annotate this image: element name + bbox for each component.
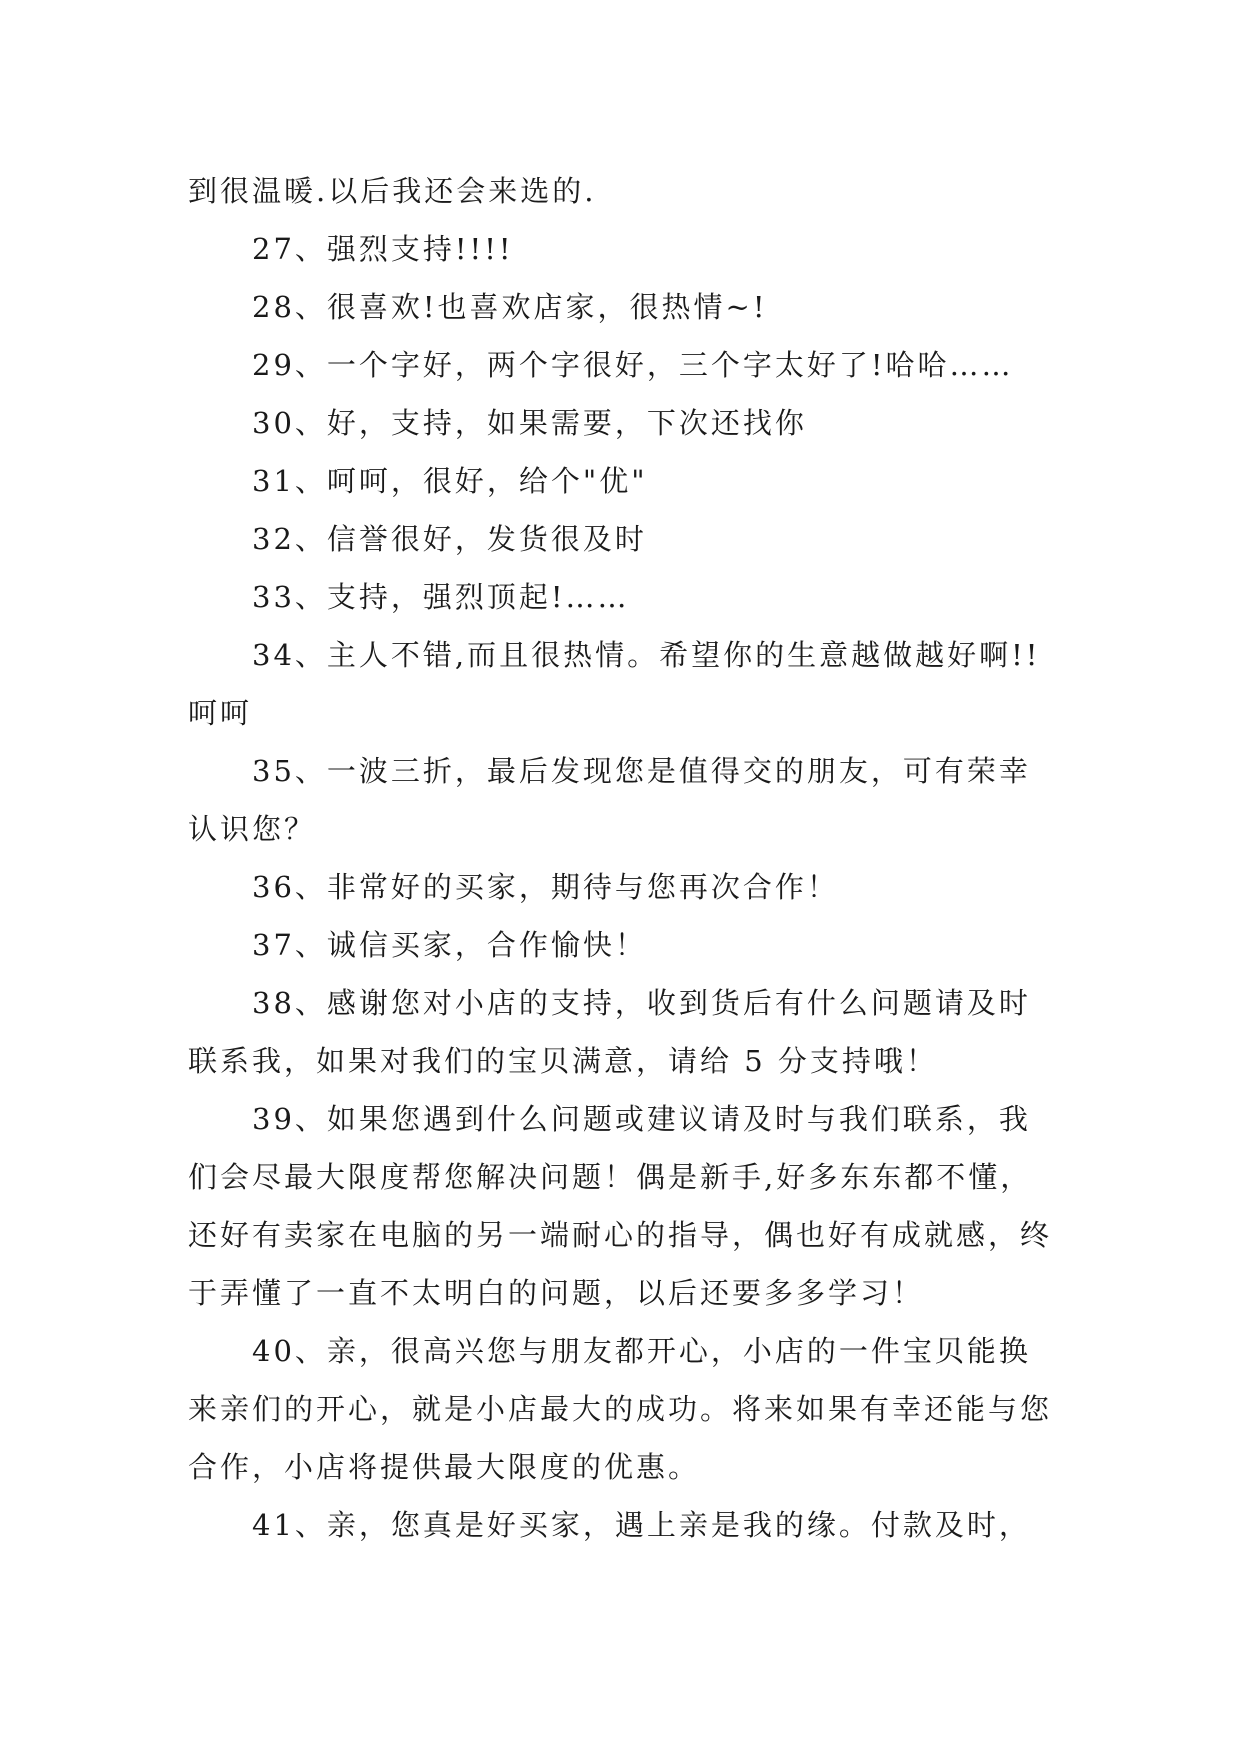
paragraph-continuation: 到很温暖.以后我还会来选的. xyxy=(188,174,597,208)
paragraph-item-38: 38、感谢您对小店的支持，收到货后有什么问题请及时联系我，如果对我们的宝贝满意，请给 5 分支持哦！ xyxy=(188,986,1031,1078)
paragraph-item-30: 30、好，支持，如果需要，下次还找你 xyxy=(252,406,807,440)
paragraph-item-41: 41、亲，您真是好买家，遇上亲是我的缘。付款及时， xyxy=(252,1508,1031,1542)
paragraph-item-29: 29、一个字好，两个字很好，三个字太好了!哈哈…… xyxy=(252,348,1014,382)
paragraph-item-35: 35、一波三折，最后发现您是值得交的朋友，可有荣幸认识您？ xyxy=(188,754,1031,846)
paragraph-item-37: 37、诚信买家，合作愉快！ xyxy=(252,928,647,962)
paragraph-item-28: 28、很喜欢!也喜欢店家，很热情~! xyxy=(252,290,768,324)
paragraph-item-34: 34、主人不错,而且很热情。希望你的生意越做越好啊!!呵呵 xyxy=(188,638,1041,730)
document-body xyxy=(188,162,1058,1554)
paragraph-item-27: 27、强烈支持!!!! xyxy=(252,232,514,266)
paragraph-item-31: 31、呵呵，很好，给个"优" xyxy=(252,464,648,498)
paragraph-item-32: 32、信誉很好，发货很及时 xyxy=(252,522,647,556)
paragraph-item-39: 39、如果您遇到什么问题或建议请及时与我们联系，我们会尽最大限度帮您解决问题！偶是新手,好多东东都不懂，还好有卖家在电脑的另一端耐心的指导，偶也好有成就感，终于弄懂了一直不太明白的问题，以后还要多多学习！ xyxy=(188,1102,1053,1310)
paragraph-item-33: 33、支持，强烈顶起!…… xyxy=(252,580,630,614)
paragraph-item-36: 36、非常好的买家，期待与您再次合作！ xyxy=(252,870,839,904)
paragraph-item-40: 40、亲，很高兴您与朋友都开心，小店的一件宝贝能换来亲们的开心，就是小店最大的成功。将来如果有幸还能与您合作，小店将提供最大限度的优惠。 xyxy=(188,1334,1053,1484)
